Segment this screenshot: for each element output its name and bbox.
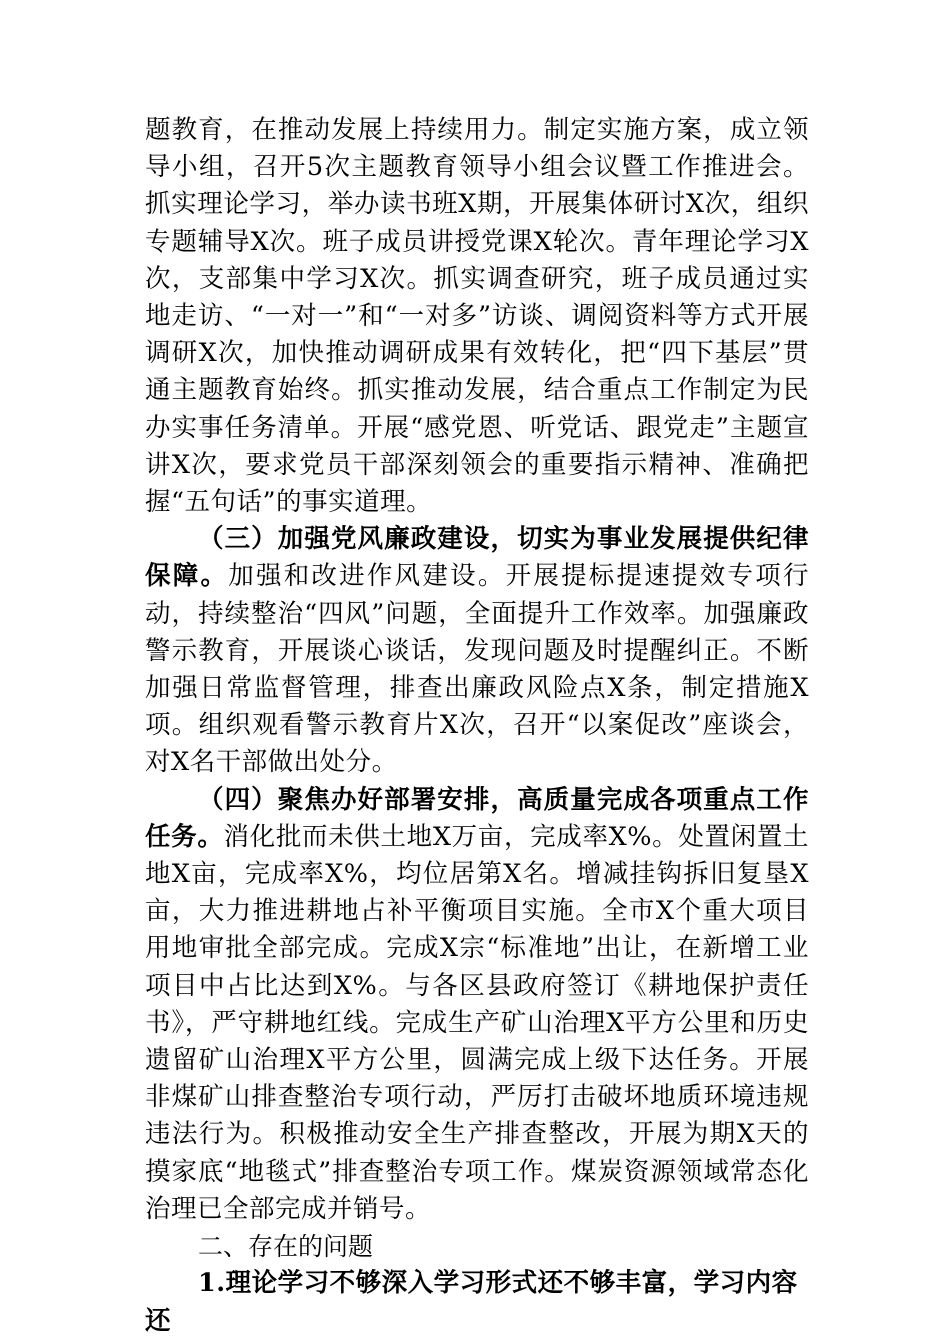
subheading-theory-study: 1.理论学习不够深入学习形式还不够丰富，学习内容还 [145, 1268, 798, 1336]
paragraph-theme-education: 题教育，在推动发展上持续用力。制定实施方案，成立领导小组，召开5次主题教育领导小组会议暨工作推进会。抓实理论学习，举办读书班X期，开展集体研讨X次，组织专题辅导X次。班子成员讲授党课X轮次。青年理论学习X次，支部集中学习X次。抓实调查研究，班子成员通过实地走访、“一对一”和“一对多”访谈、调阅资料等方式开展调研X次，加快推动调研成果有效转化，把“四下基层”贯通主题教育始终。抓实推动发展，结合重点工作制定为民办实事任务清单。开展“感党恩、听党话、跟党走”主题宣讲X次，要求党员干部深刻领会的重要指示精神、准确把握“五句话”的事实道理。 [145, 115, 809, 518]
paragraph-party-discipline [145, 521, 809, 781]
section-body-three: 加强和改进作风建设。开展提标提速提效专项行动，持续整治“四风”问题，全面提升工作效率。加强廉政警示教育，开展谈心谈话，发现问题及时提醒纠正。不断加强日常监督管理，排查出廉政风险点X条，制定措施X项。组织观看警示教育片X次，召开“以案促改”座谈会，对X名干部做出处分。 [145, 561, 809, 778]
section-heading-four: （四）聚焦办好部署安排，高质量完成各项重点工作任务。 [145, 784, 809, 852]
section-heading-three: （三）加强党风廉政建设，切实为事业发展提供纪律保障。 [145, 524, 809, 592]
document-page [145, 112, 809, 1340]
heading-existing-problems: 二、存在的问题 [198, 1232, 374, 1262]
section-body-four: 消化批而未供土地X万亩，完成率X%。处置闲置土地X亩，完成率X%，均位居第X名。增减挂钩拆旧复垦X亩，大力推进耕地占补平衡项目实施。全市X个重大项目用地审批全部完成。完成X宗“标准地”出让，在新增工业项目中占比达到X%。与各区县政府签订《耕地保护责任书》，严守耕地红线。完成生产矿山治理X平方公里和历史遗留矿山治理X平方公里，圆满完成上级下达任务。开展非煤矿山排查整治专项行动，严厉打击破坏地质环境违规违法行为。积极推动安全生产排查整改，开展为期X天的摸家底“地毯式”排查整治专项工作。煤炭资源领域常态化治理已全部完成并销号。 [145, 821, 809, 1224]
paragraph-key-tasks [145, 782, 809, 1228]
